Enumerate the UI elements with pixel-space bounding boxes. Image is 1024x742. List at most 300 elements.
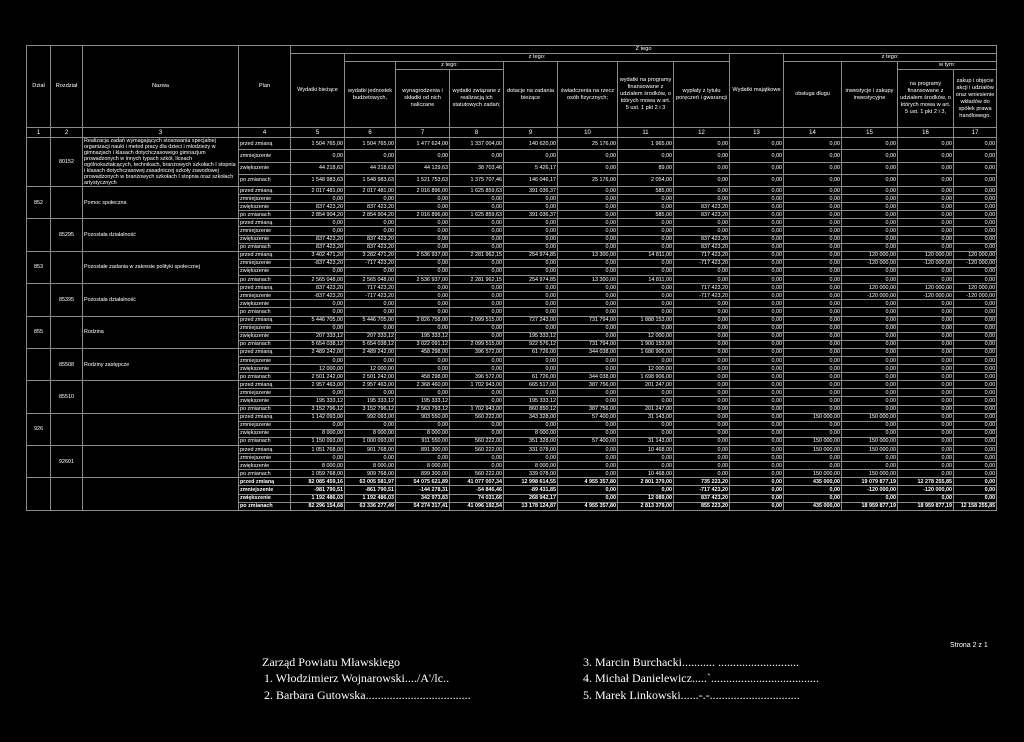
amount-cell: 0,00 — [450, 292, 504, 300]
amount-cell: 0,00 — [954, 324, 997, 332]
amount-cell: 0,00 — [954, 397, 997, 405]
amount-cell: -54 846,46 — [450, 486, 504, 494]
amount-cell: 0,00 — [954, 211, 997, 219]
amount-cell: 0,00 — [558, 150, 618, 162]
amount-cell: 31 143,00 — [618, 413, 674, 421]
amount-cell: 0,00 — [898, 397, 954, 405]
amount-cell: 0,00 — [291, 195, 345, 203]
amount-cell: 0,00 — [504, 195, 558, 203]
header-obsluga: obsługa długu — [784, 62, 842, 128]
nazwa-cell — [83, 381, 239, 413]
amount-cell: 0,00 — [450, 203, 504, 211]
amount-cell: 0,00 — [450, 389, 504, 397]
amount-cell: 0,00 — [784, 308, 842, 316]
amount-cell: 0,00 — [784, 300, 842, 308]
amount-cell: 0,00 — [618, 389, 674, 397]
column-number: 5 — [291, 128, 345, 138]
amount-cell: 1 504 765,00 — [291, 138, 345, 150]
nazwa-cell: Realizacja zadań wymagających stosowania specjalnej organizacji nauki i metod pracy dla dzieci i młodzieży w gimnazjach i klasach dotychczasowego gimnazjum prowadzonych w innych typach szkół, liceach ogólnokształcących, technikach, branżowych szkołach I stopnia i klasach dotychczasowej zasadniczej szkoły zawodowej prowadzonych w branżowych szkołach I stopnia oraz szkołach artystycznych — [83, 138, 239, 187]
amount-cell: 61 726,00 — [504, 373, 558, 381]
amount-cell: 0,00 — [558, 267, 618, 275]
amount-cell: 0,00 — [730, 365, 784, 373]
amount-cell: 0,00 — [954, 235, 997, 243]
amount-cell: 0,00 — [450, 243, 504, 251]
amount-cell: 387 756,00 — [558, 381, 618, 389]
amount-cell: 717 423,20 — [674, 284, 730, 292]
amount-cell: 5 446 705,00 — [345, 316, 396, 324]
amount-cell: 0,00 — [898, 446, 954, 454]
row-type-label: przed zmianą — [239, 478, 291, 486]
amount-cell: 0,00 — [898, 243, 954, 251]
amount-cell: 0,00 — [730, 486, 784, 494]
amount-cell: 0,00 — [842, 316, 898, 324]
amount-cell: 0,00 — [730, 446, 784, 454]
amount-cell: 8 000,00 — [504, 462, 558, 470]
amount-cell: 0,00 — [618, 356, 674, 364]
amount-cell: 1 702 943,00 — [450, 405, 504, 413]
amount-cell: 0,00 — [674, 348, 730, 356]
amount-cell: 0,00 — [345, 356, 396, 364]
dzial-cell: 852 — [27, 187, 51, 219]
amount-cell: 5 446 705,00 — [291, 316, 345, 324]
amount-cell: 0,00 — [504, 324, 558, 332]
amount-cell: 837 423,20 — [291, 235, 345, 243]
column-number: 14 — [784, 128, 842, 138]
amount-cell: 8 000,00 — [291, 462, 345, 470]
amount-cell: 0,00 — [558, 454, 618, 462]
amount-cell: 1 521 753,63 — [396, 174, 450, 186]
amount-cell: 0,00 — [558, 462, 618, 470]
amount-cell: 12 000,00 — [618, 332, 674, 340]
nazwa-cell: Pozostała działalność — [83, 219, 239, 251]
amount-cell: 0,00 — [784, 187, 842, 195]
amount-cell: 0,00 — [396, 300, 450, 308]
amount-cell: 0,00 — [842, 365, 898, 373]
table-row — [27, 446, 997, 454]
amount-cell: 0,00 — [504, 300, 558, 308]
row-type-label: przed zmianą — [239, 284, 291, 292]
amount-cell: 14 811,00 — [618, 276, 674, 284]
amount-cell: 0,00 — [898, 470, 954, 478]
amount-cell: 195 333,12 — [396, 332, 450, 340]
amount-cell: 0,00 — [898, 373, 954, 381]
amount-cell: 0,00 — [954, 462, 997, 470]
amount-cell: 0,00 — [674, 332, 730, 340]
amount-cell: 0,00 — [558, 446, 618, 454]
amount-cell: 387 756,00 — [558, 405, 618, 413]
rozdzial-cell — [51, 251, 83, 283]
amount-cell: 8 000,00 — [345, 429, 396, 437]
amount-cell: 0,00 — [898, 437, 954, 445]
amount-cell: 0,00 — [450, 462, 504, 470]
amount-cell: 837 423,20 — [345, 243, 396, 251]
page-number: Strona 2 z 1 — [950, 642, 988, 649]
amount-cell: 0,00 — [674, 373, 730, 381]
amount-cell: 44 218,63 — [291, 162, 345, 174]
dzial-cell — [27, 446, 51, 478]
amount-cell: 837 423,20 — [291, 284, 345, 292]
amount-cell: -120 000,00 — [898, 259, 954, 267]
amount-cell: -837 423,20 — [291, 259, 345, 267]
amount-cell: 31 143,00 — [618, 437, 674, 445]
amount-cell: 0,00 — [954, 162, 997, 174]
amount-cell: 0,00 — [842, 219, 898, 227]
amount-cell: 150 000,00 — [784, 437, 842, 445]
amount-cell: 0,00 — [730, 316, 784, 324]
amount-cell: 2 489 242,00 — [345, 348, 396, 356]
amount-cell: 207 333,12 — [345, 332, 396, 340]
amount-cell: 0,00 — [345, 308, 396, 316]
amount-cell: 0,00 — [674, 397, 730, 405]
amount-cell: 0,00 — [558, 259, 618, 267]
amount-cell: 0,00 — [842, 494, 898, 502]
amount-cell: 44 218,63 — [345, 162, 396, 174]
amount-cell: 0,00 — [396, 259, 450, 267]
dzial-cell — [27, 348, 51, 380]
amount-cell: 1 965,00 — [618, 138, 674, 150]
dzial-cell — [27, 219, 51, 251]
amount-cell: 0,00 — [504, 259, 558, 267]
amount-cell: 0,00 — [842, 162, 898, 174]
amount-cell: 1 548 983,63 — [345, 174, 396, 186]
amount-cell: 0,00 — [730, 219, 784, 227]
amount-cell: 0,00 — [558, 219, 618, 227]
amount-cell: 0,00 — [954, 413, 997, 421]
amount-cell: 1 702 943,00 — [450, 381, 504, 389]
column-number: 12 — [674, 128, 730, 138]
amount-cell: 8 000,00 — [504, 429, 558, 437]
amount-cell: -717 423,20 — [674, 259, 730, 267]
header-wydatki-zwiazane: wydatki związane z realizacją ich statutowych zadań; — [450, 70, 504, 128]
header-dzial: Dział — [27, 46, 51, 128]
row-type-label: po zmianach — [239, 340, 291, 348]
amount-cell: 0,00 — [730, 421, 784, 429]
amount-cell: 0,00 — [898, 203, 954, 211]
row-type-label: zwiększenie — [239, 365, 291, 373]
amount-cell: 0,00 — [345, 454, 396, 462]
amount-cell: 0,00 — [898, 162, 954, 174]
amount-cell: 0,00 — [674, 421, 730, 429]
nazwa-cell: Rodziny zastępcze — [83, 348, 239, 380]
amount-cell: 0,00 — [954, 446, 997, 454]
amount-cell: 0,00 — [954, 348, 997, 356]
amount-cell: 0,00 — [730, 211, 784, 219]
amount-cell: 1 375 707,46 — [450, 174, 504, 186]
amount-cell: 10 468,00 — [618, 446, 674, 454]
amount-cell: 0,00 — [674, 227, 730, 235]
amount-cell: 254 974,85 — [504, 251, 558, 259]
rozdzial-cell — [51, 316, 83, 348]
amount-cell: 0,00 — [730, 308, 784, 316]
header-nazwa: Nazwa — [83, 46, 239, 128]
amount-cell: 207 333,12 — [291, 332, 345, 340]
amount-cell: 0,00 — [954, 332, 997, 340]
amount-cell: 0,00 — [730, 356, 784, 364]
amount-cell: 0,00 — [954, 227, 997, 235]
amount-cell: 150 000,00 — [842, 470, 898, 478]
amount-cell: 2 054,00 — [618, 174, 674, 186]
nazwa-cell — [83, 413, 239, 445]
amount-cell: 0,00 — [784, 267, 842, 275]
amount-cell: 0,00 — [450, 332, 504, 340]
amount-cell: 2 536 937,00 — [396, 276, 450, 284]
amount-cell: 0,00 — [842, 324, 898, 332]
amount-cell: 0,00 — [954, 195, 997, 203]
amount-cell: 1 698 906,00 — [618, 373, 674, 381]
amount-cell: 0,00 — [784, 235, 842, 243]
amount-cell: 0,00 — [450, 397, 504, 405]
amount-cell: 0,00 — [730, 502, 784, 510]
amount-cell: 2 563 793,12 — [396, 405, 450, 413]
table-row — [27, 187, 997, 195]
amount-cell: 0,00 — [674, 446, 730, 454]
nazwa-cell — [83, 446, 239, 478]
amount-cell: 0,00 — [954, 421, 997, 429]
amount-cell: 0,00 — [730, 162, 784, 174]
amount-cell: -144 278,31 — [396, 486, 450, 494]
amount-cell: 0,00 — [954, 494, 997, 502]
amount-cell: 0,00 — [898, 332, 954, 340]
amount-cell: 0,00 — [730, 332, 784, 340]
amount-cell: 0,00 — [450, 454, 504, 462]
table-row — [27, 478, 997, 486]
amount-cell: -120 000,00 — [842, 259, 898, 267]
amount-cell: 0,00 — [504, 243, 558, 251]
amount-cell: 0,00 — [784, 348, 842, 356]
amount-cell: 0,00 — [618, 243, 674, 251]
row-type-label: po zmianach — [239, 405, 291, 413]
amount-cell: 1 192 486,03 — [291, 494, 345, 502]
amount-cell: 0,00 — [784, 195, 842, 203]
amount-cell: 0,00 — [450, 300, 504, 308]
signature-4: 4. Michał Danielewicz.....`.................................... — [583, 671, 819, 685]
amount-cell: 0,00 — [504, 219, 558, 227]
amount-cell: 13 300,00 — [558, 276, 618, 284]
amount-cell: 0,00 — [730, 413, 784, 421]
header-wydatki-jednostek: wydatki jednostek budżetowych, — [345, 62, 396, 128]
row-type-label: po zmianach — [239, 437, 291, 445]
amount-cell: 8 000,00 — [396, 429, 450, 437]
amount-cell: 2 826 758,00 — [396, 316, 450, 324]
header-zakup-akcji: zakup i objęcie akcji i udziałów oraz wniesienie wkładów do spółek prawa handlowego. — [954, 70, 997, 128]
amount-cell: 2 801 379,00 — [618, 478, 674, 486]
amount-cell: 2 501 242,00 — [291, 373, 345, 381]
amount-cell: 342 973,83 — [396, 494, 450, 502]
amount-cell: 0,00 — [345, 300, 396, 308]
amount-cell: 0,00 — [784, 243, 842, 251]
column-number: 11 — [618, 128, 674, 138]
amount-cell: 0,00 — [558, 421, 618, 429]
amount-cell: 0,00 — [730, 227, 784, 235]
dzial-cell — [27, 478, 51, 510]
amount-cell: 0,00 — [730, 138, 784, 150]
amount-cell: 2 368 460,00 — [396, 381, 450, 389]
amount-cell: 0,00 — [618, 462, 674, 470]
amount-cell: 1 192 486,03 — [345, 494, 396, 502]
amount-cell: 150 000,00 — [784, 413, 842, 421]
amount-cell: 0,00 — [618, 259, 674, 267]
amount-cell: 254 974,85 — [504, 276, 558, 284]
amount-cell: 435 000,00 — [784, 502, 842, 510]
amount-cell: 0,00 — [784, 162, 842, 174]
amount-cell: 0,00 — [898, 174, 954, 186]
row-type-label: zwiększenie — [239, 332, 291, 340]
amount-cell: 0,00 — [954, 316, 997, 324]
amount-cell: 0,00 — [784, 332, 842, 340]
amount-cell: 120 000,00 — [954, 284, 997, 292]
amount-cell: 585,00 — [618, 211, 674, 219]
amount-cell: 1 059 768,00 — [291, 470, 345, 478]
column-number: 4 — [239, 128, 291, 138]
amount-cell: 891 300,00 — [396, 446, 450, 454]
amount-cell: 731 794,00 — [558, 316, 618, 324]
amount-cell: -120 000,00 — [954, 292, 997, 300]
amount-cell: 201 247,00 — [618, 381, 674, 389]
amount-cell: 268 942,17 — [504, 494, 558, 502]
row-type-label: przed zmianą — [239, 187, 291, 195]
amount-cell: 0,00 — [450, 150, 504, 162]
amount-cell: 0,00 — [674, 470, 730, 478]
amount-cell: 0,00 — [674, 219, 730, 227]
amount-cell: 0,00 — [730, 187, 784, 195]
amount-cell: 0,00 — [784, 211, 842, 219]
amount-cell: 0,00 — [730, 251, 784, 259]
amount-cell: 2 536 937,00 — [396, 251, 450, 259]
column-number: 17 — [954, 128, 997, 138]
row-type-label: po zmianach — [239, 174, 291, 186]
amount-cell: 120 000,00 — [898, 284, 954, 292]
amount-cell: 0,00 — [842, 356, 898, 364]
amount-cell: 0,00 — [396, 389, 450, 397]
rozdzial-cell — [51, 413, 83, 445]
nazwa-cell — [83, 478, 239, 510]
amount-cell: 0,00 — [898, 211, 954, 219]
amount-cell: 0,00 — [396, 308, 450, 316]
amount-cell: 0,00 — [954, 405, 997, 413]
amount-cell: 0,00 — [674, 150, 730, 162]
amount-cell: 0,00 — [558, 429, 618, 437]
rozdzial-cell: 85510 — [51, 381, 83, 413]
amount-cell: 2 281 962,15 — [450, 251, 504, 259]
amount-cell: 0,00 — [396, 267, 450, 275]
amount-cell: 0,00 — [504, 235, 558, 243]
amount-cell: 0,00 — [842, 373, 898, 381]
amount-cell: 0,00 — [396, 421, 450, 429]
amount-cell: 0,00 — [898, 150, 954, 162]
amount-cell: 0,00 — [784, 356, 842, 364]
amount-cell: 837 423,20 — [674, 211, 730, 219]
amount-cell: 0,00 — [396, 365, 450, 373]
amount-cell: 0,00 — [396, 454, 450, 462]
budget-table — [26, 45, 997, 511]
row-type-label: po zmianach — [239, 243, 291, 251]
header-programy: wydatki na programy finansowane z udziałem środków, o których mowa w art. 5 ust. 1 pkt 2 i 3 — [618, 62, 674, 128]
header-inwestycje: inwestycje i zakupy inwestycyjne — [842, 62, 898, 128]
table-row — [27, 284, 997, 292]
amount-cell: 2 565 048,00 — [291, 276, 345, 284]
amount-cell: 5 426,17 — [504, 162, 558, 174]
amount-cell: 150 000,00 — [842, 437, 898, 445]
amount-cell: 0,00 — [954, 243, 997, 251]
amount-cell: 0,00 — [954, 267, 997, 275]
amount-cell: 458 298,00 — [396, 373, 450, 381]
amount-cell: 0,00 — [618, 227, 674, 235]
amount-cell: 0,00 — [898, 405, 954, 413]
amount-cell: 0,00 — [674, 429, 730, 437]
table-row — [27, 251, 997, 259]
amount-cell: 8 000,00 — [345, 462, 396, 470]
amount-cell: 0,00 — [504, 356, 558, 364]
row-type-label: przed zmianą — [239, 446, 291, 454]
amount-cell: 150 000,00 — [784, 470, 842, 478]
amount-cell: 0,00 — [558, 162, 618, 174]
amount-cell: 0,00 — [898, 308, 954, 316]
amount-cell: 63 005 581,97 — [345, 478, 396, 486]
amount-cell: 0,00 — [954, 138, 997, 150]
amount-cell: 0,00 — [954, 340, 997, 348]
amount-cell: 855 223,20 — [674, 502, 730, 510]
amount-cell: 12 000,00 — [291, 365, 345, 373]
amount-cell: 0,00 — [898, 462, 954, 470]
amount-cell: 560 222,00 — [450, 470, 504, 478]
amount-cell: 0,00 — [842, 429, 898, 437]
amount-cell: 0,00 — [618, 300, 674, 308]
signatures-title: Zarząd Powiatu Mławskiego — [262, 655, 400, 669]
amount-cell: 0,00 — [291, 454, 345, 462]
amount-cell: 0,00 — [954, 150, 997, 162]
amount-cell: 0,00 — [558, 389, 618, 397]
amount-cell: 0,00 — [730, 397, 784, 405]
amount-cell: 150 000,00 — [842, 413, 898, 421]
amount-cell: 837 423,20 — [345, 235, 396, 243]
amount-cell: 0,00 — [674, 340, 730, 348]
amount-cell: 195 333,12 — [504, 397, 558, 405]
amount-cell: 0,00 — [674, 316, 730, 324]
amount-cell: 0,00 — [784, 174, 842, 186]
amount-cell: 0,00 — [674, 195, 730, 203]
signature-3: 3. Marcin Burchacki........... ........................... — [583, 655, 799, 669]
amount-cell: 3 402 471,20 — [291, 251, 345, 259]
dzial-cell — [27, 284, 51, 316]
rozdzial-cell — [51, 187, 83, 219]
amount-cell: 140 620,00 — [504, 138, 558, 150]
nazwa-cell: Pozostała działalność — [83, 284, 239, 316]
amount-cell: 0,00 — [730, 300, 784, 308]
amount-cell: 0,00 — [558, 195, 618, 203]
row-type-label: zmniejszenie — [239, 389, 291, 397]
amount-cell: 0,00 — [558, 324, 618, 332]
amount-cell: 0,00 — [842, 340, 898, 348]
amount-cell: -89 431,85 — [504, 486, 558, 494]
amount-cell: 0,00 — [842, 308, 898, 316]
amount-cell: 0,00 — [898, 324, 954, 332]
amount-cell: 0,00 — [291, 308, 345, 316]
amount-cell: 0,00 — [898, 276, 954, 284]
amount-cell: -120 000,00 — [954, 259, 997, 267]
amount-cell: 0,00 — [954, 429, 997, 437]
row-type-label: zwiększenie — [239, 300, 291, 308]
amount-cell: 0,00 — [730, 340, 784, 348]
row-type-label: zmniejszenie — [239, 421, 291, 429]
amount-cell: 0,00 — [784, 203, 842, 211]
row-type-label: po zmianach — [239, 308, 291, 316]
amount-cell: 0,00 — [674, 356, 730, 364]
amount-cell: 0,00 — [842, 187, 898, 195]
amount-cell: 0,00 — [396, 243, 450, 251]
amount-cell: 0,00 — [784, 292, 842, 300]
amount-cell: 0,00 — [396, 284, 450, 292]
amount-cell: 8 000,00 — [291, 429, 345, 437]
